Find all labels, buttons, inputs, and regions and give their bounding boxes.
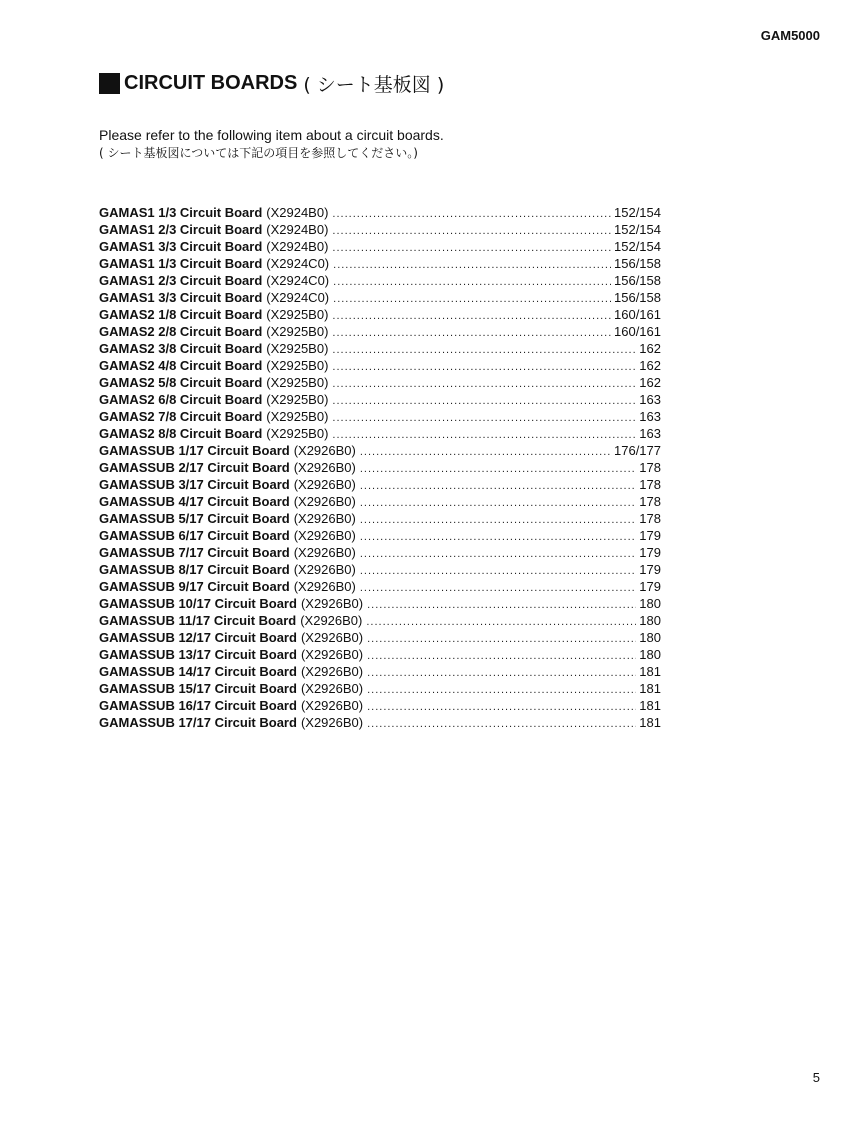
section-title-main: CIRCUIT BOARDS bbox=[124, 72, 298, 94]
toc-entry-board-name: GAMASSUB 15/17 Circuit Board bbox=[99, 681, 297, 696]
toc-entry-page: 152/154 bbox=[614, 205, 661, 220]
toc-entry[interactable] bbox=[99, 528, 661, 545]
toc-dot-leader bbox=[360, 548, 636, 560]
toc-entry-part-code: (X2926B0) bbox=[293, 511, 356, 526]
toc-entry-part-code: (X2924C0) bbox=[266, 273, 330, 288]
toc-entry[interactable] bbox=[99, 511, 661, 528]
toc-entry-board-name: GAMAS1 2/3 Circuit Board bbox=[99, 273, 263, 288]
toc-entry[interactable] bbox=[99, 290, 661, 307]
toc-entry-board-name: GAMAS1 2/3 Circuit Board bbox=[99, 222, 263, 237]
toc-entry-part-code: (X2925B0) bbox=[266, 409, 329, 424]
toc-entry-part-code: (X2926B0) bbox=[293, 579, 356, 594]
toc-entry-part-code: (X2926B0) bbox=[293, 460, 356, 475]
toc-entry-page: 156/158 bbox=[614, 290, 661, 305]
toc-dot-leader bbox=[332, 225, 611, 237]
toc-entry-board-name: GAMASSUB 4/17 Circuit Board bbox=[99, 494, 290, 509]
toc-entry-part-code: (X2924B0) bbox=[266, 222, 329, 237]
toc-entry[interactable] bbox=[99, 375, 661, 392]
toc-entry-part-code: (X2926B0) bbox=[300, 681, 364, 696]
toc-entry-board-name: GAMAS1 3/3 Circuit Board bbox=[99, 239, 263, 254]
toc-entry[interactable] bbox=[99, 358, 661, 375]
toc-entry-page: 180 bbox=[639, 613, 661, 628]
toc-entry-page: 160/161 bbox=[614, 307, 661, 322]
toc-entry-board-name: GAMAS2 2/8 Circuit Board bbox=[99, 324, 263, 339]
toc-entry[interactable] bbox=[99, 239, 661, 256]
toc-entry[interactable] bbox=[99, 273, 661, 290]
toc-entry-board-name: GAMAS2 7/8 Circuit Board bbox=[99, 409, 263, 424]
toc-entry-board-name: GAMASSUB 14/17 Circuit Board bbox=[99, 664, 297, 679]
toc-entry-page: 162 bbox=[639, 341, 661, 356]
page-number: 5 bbox=[812, 1070, 820, 1085]
toc-entry[interactable] bbox=[99, 681, 661, 698]
toc-entry-board-name: GAMASSUB 8/17 Circuit Board bbox=[99, 562, 290, 577]
toc-entry-page: 179 bbox=[639, 528, 661, 543]
toc-entry-part-code: (X2926B0) bbox=[300, 596, 364, 611]
toc-entry-part-code: (X2926B0) bbox=[300, 630, 364, 645]
toc-dot-leader bbox=[360, 582, 636, 594]
toc-entry[interactable] bbox=[99, 630, 661, 647]
toc-entry-page: 163 bbox=[639, 392, 661, 407]
toc-entry-page: 181 bbox=[639, 664, 661, 679]
toc-entry[interactable] bbox=[99, 324, 661, 341]
toc-entry-page: 156/158 bbox=[614, 256, 661, 271]
toc-entry-board-name: GAMASSUB 9/17 Circuit Board bbox=[99, 579, 290, 594]
toc-dot-leader bbox=[360, 565, 636, 577]
toc-entry-board-name: GAMASSUB 2/17 Circuit Board bbox=[99, 460, 290, 475]
toc-entry-page: 162 bbox=[639, 375, 661, 390]
toc-entry-page: 180 bbox=[639, 647, 661, 662]
section-title-japanese: ( シート基板図 ) bbox=[303, 74, 445, 96]
toc-dot-leader bbox=[360, 480, 636, 492]
toc-entry-part-code: (X2926B0) bbox=[293, 528, 356, 543]
toc-entry-part-code: (X2926B0) bbox=[300, 613, 363, 628]
toc-entry[interactable] bbox=[99, 647, 661, 664]
toc-dot-leader bbox=[332, 412, 636, 424]
toc-entry-page: 180 bbox=[639, 630, 661, 645]
toc-entry[interactable] bbox=[99, 256, 661, 273]
toc-dot-leader bbox=[332, 361, 636, 373]
toc-entry-board-name: GAMAS2 4/8 Circuit Board bbox=[99, 358, 263, 373]
toc-entry-page: 152/154 bbox=[614, 239, 661, 254]
toc-entry-part-code: (X2925B0) bbox=[266, 392, 329, 407]
toc-dot-leader bbox=[332, 310, 611, 322]
toc-entry-part-code: (X2926B0) bbox=[293, 545, 356, 560]
toc-entry-page: 176/177 bbox=[614, 443, 661, 458]
toc-entry-board-name: GAMASSUB 12/17 Circuit Board bbox=[99, 630, 297, 645]
toc-entry-board-name: GAMASSUB 1/17 Circuit Board bbox=[99, 443, 290, 458]
toc-entry[interactable] bbox=[99, 562, 661, 579]
toc-entry-board-name: GAMAS2 3/8 Circuit Board bbox=[99, 341, 263, 356]
section-title bbox=[99, 70, 444, 97]
toc-entry[interactable] bbox=[99, 715, 661, 732]
toc-entry[interactable] bbox=[99, 443, 661, 460]
toc-entry[interactable] bbox=[99, 341, 661, 358]
toc-dot-leader bbox=[367, 633, 636, 645]
toc-entry[interactable] bbox=[99, 477, 661, 494]
toc-entry-page: 178 bbox=[639, 477, 661, 492]
toc-dot-leader bbox=[332, 344, 636, 356]
toc-entry-board-name: GAMASSUB 16/17 Circuit Board bbox=[99, 698, 297, 713]
toc-entry-part-code: (X2925B0) bbox=[266, 375, 329, 390]
toc-entry[interactable] bbox=[99, 426, 661, 443]
toc-dot-leader bbox=[367, 718, 636, 730]
toc-dot-leader bbox=[332, 429, 636, 441]
toc-entry-part-code: (X2925B0) bbox=[266, 341, 329, 356]
toc-entry-board-name: GAMASSUB 17/17 Circuit Board bbox=[99, 715, 297, 730]
intro-text bbox=[99, 126, 444, 162]
toc-entry-part-code: (X2926B0) bbox=[293, 443, 356, 458]
toc-dot-leader bbox=[360, 463, 636, 475]
toc-entry[interactable] bbox=[99, 205, 661, 222]
toc-dot-leader bbox=[360, 514, 636, 526]
toc-entry[interactable] bbox=[99, 409, 661, 426]
toc-entry-board-name: GAMASSUB 3/17 Circuit Board bbox=[99, 477, 290, 492]
toc-entry-part-code: (X2924C0) bbox=[266, 290, 330, 305]
toc-entry-part-code: (X2926B0) bbox=[300, 715, 364, 730]
toc-dot-leader bbox=[332, 208, 611, 220]
toc-entry-page: 178 bbox=[639, 460, 661, 475]
toc-entry-board-name: GAMAS2 5/8 Circuit Board bbox=[99, 375, 263, 390]
toc-entry-board-name: GAMASSUB 7/17 Circuit Board bbox=[99, 545, 290, 560]
toc-entry-page: 181 bbox=[639, 698, 661, 713]
toc-dot-leader bbox=[360, 446, 611, 458]
toc-entry-board-name: GAMAS1 1/3 Circuit Board bbox=[99, 256, 263, 271]
toc-entry[interactable] bbox=[99, 494, 661, 511]
toc-entry-part-code: (X2926B0) bbox=[293, 562, 356, 577]
toc-entry[interactable] bbox=[99, 664, 661, 681]
toc-dot-leader bbox=[367, 684, 636, 696]
toc-entry-part-code: (X2924B0) bbox=[266, 239, 329, 254]
toc-entry-board-name: GAMAS2 6/8 Circuit Board bbox=[99, 392, 263, 407]
toc-entry[interactable] bbox=[99, 613, 661, 630]
toc-entry[interactable] bbox=[99, 545, 661, 562]
toc-entry-page: 178 bbox=[639, 494, 661, 509]
toc-entry-page: 179 bbox=[639, 545, 661, 560]
toc-entry-board-name: GAMAS1 1/3 Circuit Board bbox=[99, 205, 263, 220]
toc-entry-part-code: (X2926B0) bbox=[300, 698, 364, 713]
toc-dot-leader bbox=[332, 242, 611, 254]
toc-dot-leader bbox=[360, 531, 636, 543]
toc-entry-part-code: (X2924C0) bbox=[266, 256, 330, 271]
toc-dot-leader bbox=[332, 395, 636, 407]
toc-entry-page: 179 bbox=[639, 562, 661, 577]
toc-entry-part-code: (X2926B0) bbox=[300, 664, 364, 679]
toc-entry[interactable] bbox=[99, 596, 661, 613]
toc-entry-page: 181 bbox=[639, 681, 661, 696]
toc-entry-page: 163 bbox=[639, 426, 661, 441]
model-code: GAM5000 bbox=[760, 28, 820, 43]
toc-entry-board-name: GAMAS1 3/3 Circuit Board bbox=[99, 290, 263, 305]
toc-entry-board-name: GAMASSUB 11/17 Circuit Board bbox=[99, 613, 297, 628]
toc-entry[interactable] bbox=[99, 698, 661, 715]
toc-entry-part-code: (X2924B0) bbox=[266, 205, 329, 220]
toc-entry-board-name: GAMASSUB 13/17 Circuit Board bbox=[99, 647, 297, 662]
toc-entry-page: 180 bbox=[639, 596, 661, 611]
toc-entry-part-code: (X2925B0) bbox=[266, 358, 329, 373]
title-square-bullet-icon bbox=[99, 73, 120, 94]
toc-entry-page: 152/154 bbox=[614, 222, 661, 237]
intro-line-japanese: ( シート基板図については下記の項目を参照してください。) bbox=[99, 146, 418, 160]
toc-entry-page: 181 bbox=[639, 715, 661, 730]
toc-entry-page: 160/161 bbox=[614, 324, 661, 339]
toc-entry-part-code: (X2925B0) bbox=[266, 324, 329, 339]
toc-dot-leader bbox=[366, 616, 636, 628]
toc-dot-leader bbox=[332, 327, 611, 339]
toc-entry-board-name: GAMAS2 8/8 Circuit Board bbox=[99, 426, 263, 441]
toc-dot-leader bbox=[367, 599, 636, 611]
toc-entry-board-name: GAMASSUB 6/17 Circuit Board bbox=[99, 528, 290, 543]
toc-entry-part-code: (X2925B0) bbox=[266, 426, 329, 441]
toc-dot-leader bbox=[367, 701, 636, 713]
toc-entry[interactable] bbox=[99, 460, 661, 477]
toc-entry-page: 162 bbox=[639, 358, 661, 373]
toc-dot-leader bbox=[360, 497, 636, 509]
toc-entry[interactable] bbox=[99, 222, 661, 239]
toc-dot-leader bbox=[367, 667, 636, 679]
toc-entry-part-code: (X2926B0) bbox=[293, 477, 356, 492]
toc-entry-part-code: (X2926B0) bbox=[300, 647, 364, 662]
toc-dot-leader bbox=[332, 378, 636, 390]
toc-entry-page: 163 bbox=[639, 409, 661, 424]
toc-entry[interactable] bbox=[99, 579, 661, 596]
table-of-contents bbox=[99, 205, 661, 732]
intro-line-english: Please refer to the following item about a circuit boards. bbox=[99, 127, 444, 143]
toc-entry-part-code: (X2925B0) bbox=[266, 307, 329, 322]
toc-dot-leader bbox=[333, 276, 611, 288]
toc-entry[interactable] bbox=[99, 392, 661, 409]
toc-entry-part-code: (X2926B0) bbox=[293, 494, 356, 509]
toc-entry-page: 178 bbox=[639, 511, 661, 526]
toc-dot-leader bbox=[333, 259, 611, 271]
toc-entry-page: 179 bbox=[639, 579, 661, 594]
toc-dot-leader bbox=[333, 293, 611, 305]
toc-entry-board-name: GAMASSUB 5/17 Circuit Board bbox=[99, 511, 290, 526]
toc-entry-page: 156/158 bbox=[614, 273, 661, 288]
toc-entry-board-name: GAMASSUB 10/17 Circuit Board bbox=[99, 596, 297, 611]
toc-entry-board-name: GAMAS2 1/8 Circuit Board bbox=[99, 307, 263, 322]
toc-dot-leader bbox=[367, 650, 636, 662]
toc-entry[interactable] bbox=[99, 307, 661, 324]
